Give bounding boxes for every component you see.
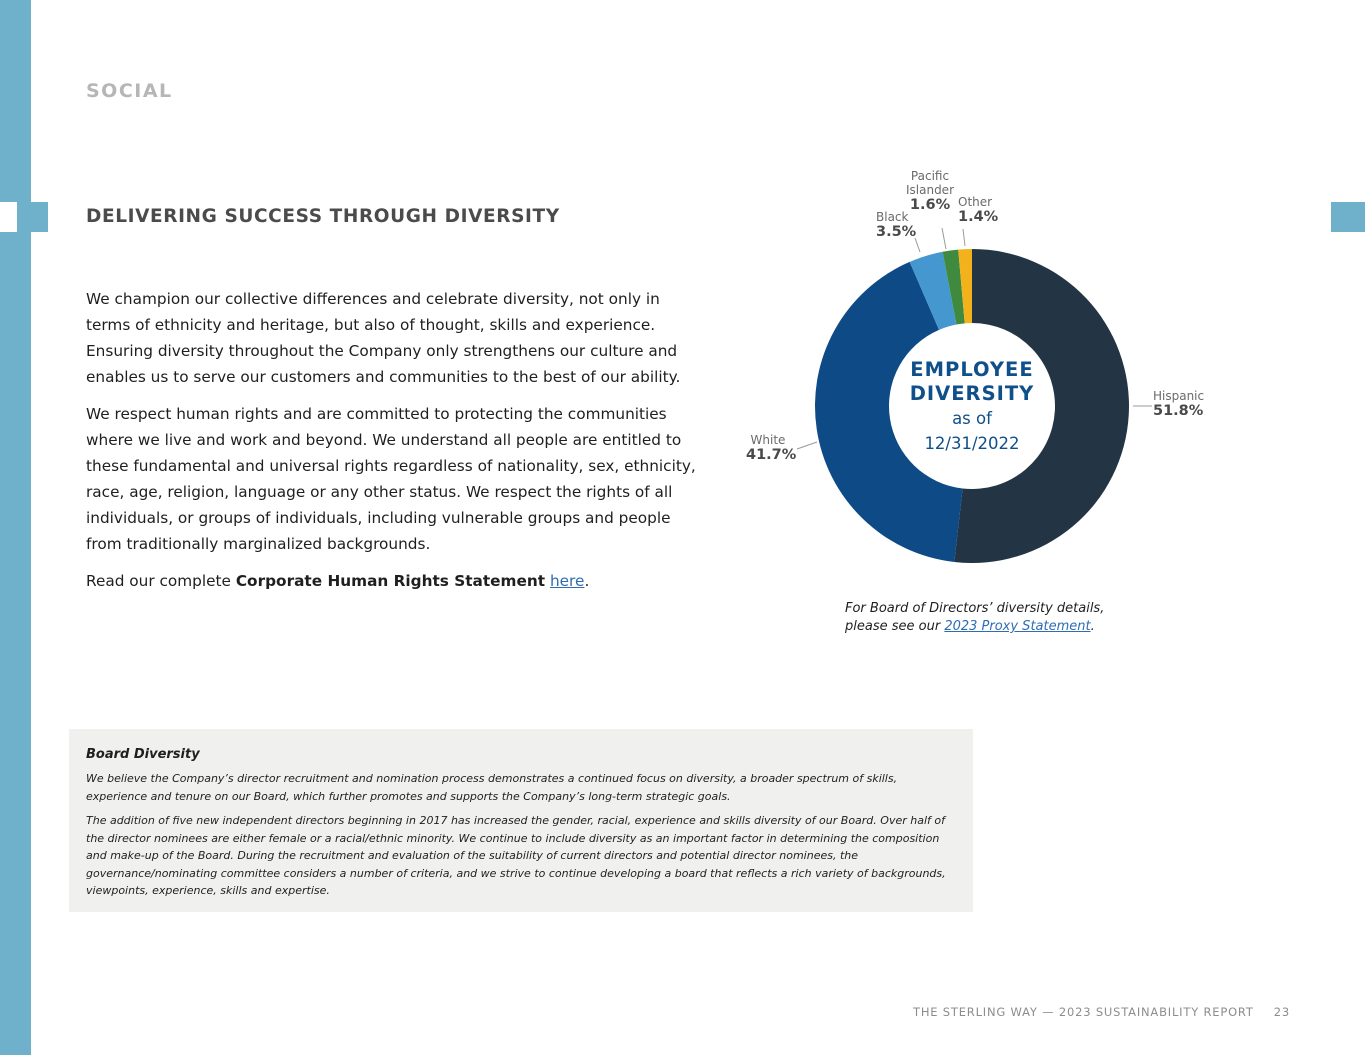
label-pacific-name-1: Pacific <box>910 169 950 183</box>
body-paragraph-2: We respect human rights and are committed to protecting the communities where we live and work and beyond. We understand all people are entitled to these fundamental and universal rights regardless of nationality, sex, ethnicity, race, age, religion, language or any other status. We respect the rights of all individuals, or groups of individuals, including vulnerable groups and people from traditionally marginalized backgrounds. <box>86 405 696 553</box>
left-accent-notch <box>0 202 17 232</box>
section-label: SOCIAL <box>86 80 173 102</box>
body-paragraph-3 <box>86 568 696 594</box>
leader-white <box>797 442 817 449</box>
chart-center-title <box>898 358 1046 456</box>
label-pacific-pct: 1.6% <box>909 197 951 213</box>
chart-note-line1: For Board of Directors’ diversity details, <box>845 601 1105 616</box>
read-prefix: Read our complete <box>86 572 236 590</box>
board-diversity-box <box>69 729 973 912</box>
chart-title: EMPLOYEE DIVERSITY <box>909 358 1035 405</box>
body-text <box>86 286 696 605</box>
page-number: 23 <box>1273 1005 1290 1019</box>
page-title: DELIVERING SUCCESS THROUGH DIVERSITY <box>86 206 560 227</box>
proxy-statement-link[interactable]: 2023 Proxy Statement <box>944 619 1091 634</box>
chart-note-prefix: please see our <box>845 619 945 634</box>
label-other <box>958 195 998 226</box>
label-pacific-name-2: Islander <box>905 183 955 197</box>
chart-note-suffix: . <box>1090 619 1095 634</box>
label-pacific-islander <box>904 169 956 214</box>
human-rights-statement-link[interactable]: here <box>549 572 585 590</box>
employee-diversity-chart <box>700 160 1260 580</box>
board-diversity-paragraph-1: We believe the Company’s director recruitment and nomination process demonstrates a continued focus on diversity, a broader spectrum of skills, experience and tenure on our Board, which further promotes and supports the Company’s long-term strategic goals. <box>86 772 898 803</box>
chart-note-line2 <box>845 618 1145 636</box>
page-footer <box>913 1005 1290 1019</box>
label-other-pct: 1.4% <box>958 209 999 225</box>
leader-other <box>963 229 965 246</box>
chart-subtitle-line1: as of <box>952 409 992 428</box>
left-accent-bar <box>0 0 31 1055</box>
human-rights-statement-title: Corporate Human Rights Statement <box>235 572 546 590</box>
body-paragraph-1: We champion our collective differences and celebrate diversity, not only in terms of ethnicity and heritage, but also of thought, skills and experience. Ensuring diversity throughout the Company only strengthens our culture and enables us to serve our customers and communities to the best of our ability. <box>86 290 681 386</box>
right-accent-tab <box>1331 202 1365 232</box>
leader-pacific-islander <box>942 228 946 249</box>
label-black-name: Black <box>876 210 909 224</box>
label-hispanic-pct: 51.8% <box>1153 403 1204 419</box>
board-diversity-paragraph-2: The addition of five new independent directors beginning in 2017 has increased the gender, racial, experience and skills diversity of our Board. Over half of the director nominees are either female or a racial/ethnic minority. We continue to include diversity as an important factor in determining the composition and make-up of the Board. During the recruitment and evaluation of the suitability of current directors and potential director nominees, the governance/nominating committee considers a number of criteria, and we strive to continue developing a board that reflects a rich variety of backgrounds, viewpoints, experience, skills and expertise. <box>86 814 946 897</box>
label-other-name: Other <box>958 195 993 209</box>
label-white <box>746 433 797 464</box>
label-black <box>876 210 916 241</box>
footer-title: THE STERLING WAY — 2023 SUSTAINABILITY REPORT <box>913 1005 1254 1019</box>
read-suffix: . <box>584 572 590 590</box>
board-diversity-title: Board Diversity <box>86 747 200 762</box>
label-white-pct: 41.7% <box>746 447 797 463</box>
label-hispanic-name: Hispanic <box>1153 389 1205 403</box>
label-hispanic <box>1153 389 1204 420</box>
label-black-pct: 3.5% <box>876 224 917 240</box>
chart-note <box>845 600 1145 636</box>
label-white-name: White <box>750 433 786 447</box>
chart-subtitle-line2: 12/31/2022 <box>924 434 1020 453</box>
